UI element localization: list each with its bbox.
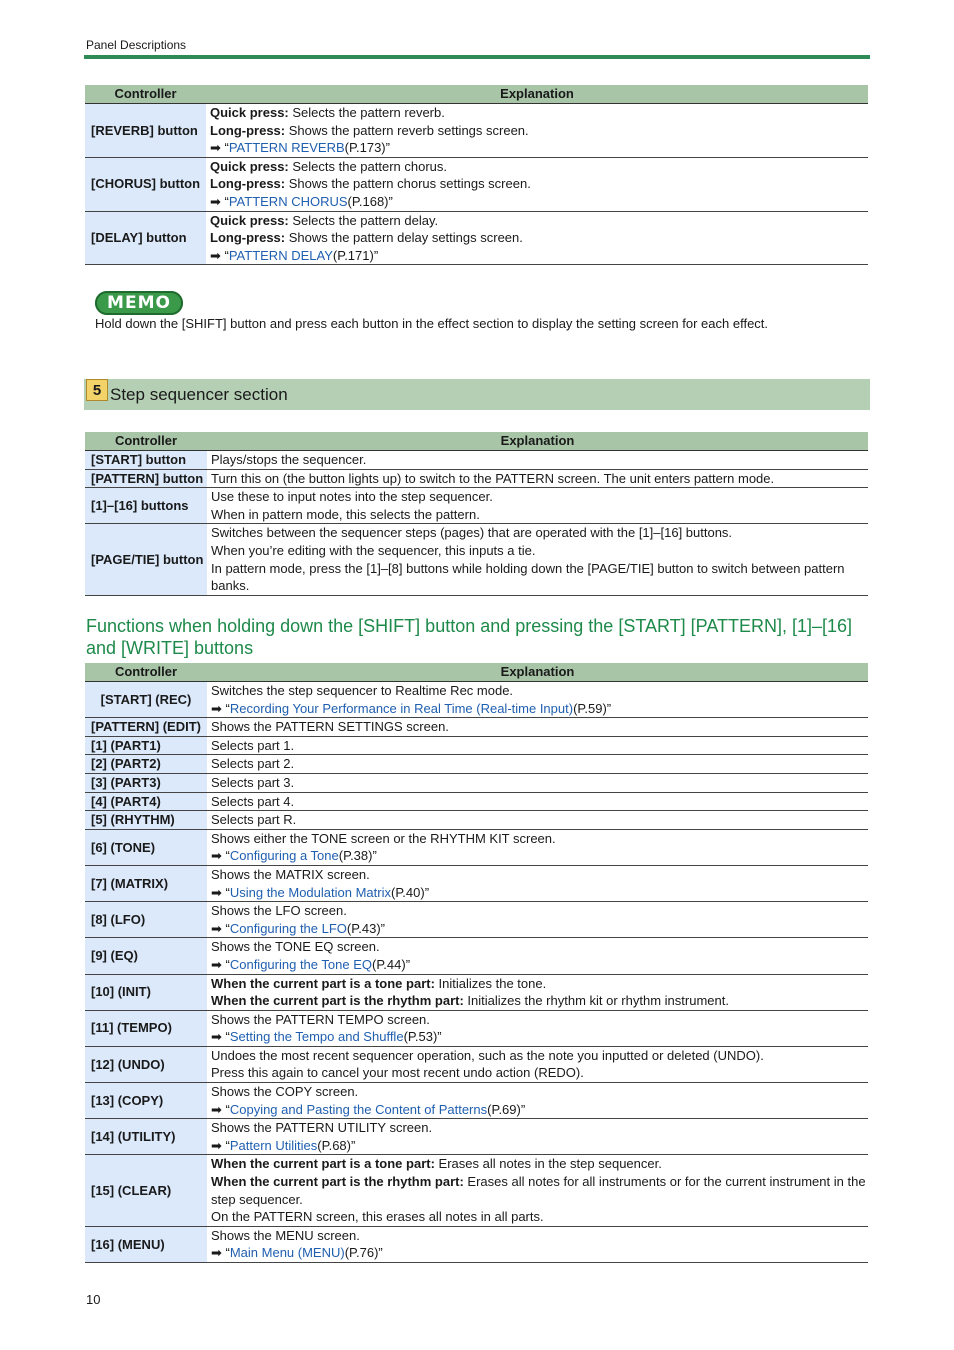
controller-cell: [PATTERN] (EDIT) bbox=[85, 718, 207, 737]
bold-label: Quick press: bbox=[210, 212, 289, 228]
reference-arrow: ➡ “ bbox=[211, 700, 230, 716]
shift-functions-table bbox=[85, 663, 868, 1263]
explanation-cell bbox=[207, 829, 868, 865]
table-row bbox=[85, 718, 868, 737]
reference-link[interactable]: Copying and Pasting the Content of Patterns bbox=[229, 1101, 488, 1117]
reference-link[interactable]: PATTERN DELAY bbox=[228, 247, 333, 263]
line-text: Undoes the most recent sequencer operation, such as the note you inputted or deleted (UNDO). bbox=[211, 1047, 764, 1063]
reference-link[interactable]: Configuring the Tone EQ bbox=[229, 956, 372, 972]
explanation-line bbox=[211, 700, 868, 718]
explanation-line bbox=[211, 1101, 868, 1119]
line-text: Shows the PATTERN UTILITY screen. bbox=[211, 1120, 433, 1136]
line-text: Shows the PATTERN TEMPO screen. bbox=[211, 1011, 430, 1027]
explanation-line bbox=[211, 774, 868, 792]
explanation-line bbox=[211, 451, 868, 469]
memo-text: Hold down the [SHIFT] button and press each button in the effect section to display the setting screen for each effect. bbox=[95, 316, 769, 331]
line-text: Erases all notes for all instruments or for the current instrument in the step sequencer. bbox=[211, 1174, 866, 1207]
table-row bbox=[85, 1119, 868, 1155]
section-number-badge: 5 bbox=[86, 379, 108, 401]
explanation-line bbox=[211, 847, 868, 865]
table-row bbox=[85, 524, 868, 595]
reference-page: (P.44)” bbox=[371, 956, 411, 972]
reference-arrow: ➡ “ bbox=[210, 193, 229, 209]
controller-cell: [1]–[16] buttons bbox=[85, 488, 207, 524]
running-header: Panel Descriptions bbox=[86, 38, 187, 52]
reference-arrow: ➡ “ bbox=[211, 920, 230, 936]
controller-cell: [9] (EQ) bbox=[85, 938, 207, 974]
explanation-line bbox=[211, 830, 868, 848]
table-row bbox=[85, 211, 868, 265]
reference-page: (P.173)” bbox=[344, 140, 390, 156]
table-row bbox=[85, 1226, 868, 1262]
line-text: Selects part 1. bbox=[211, 737, 295, 753]
controller-cell: [11] (TEMPO) bbox=[85, 1010, 207, 1046]
explanation-cell bbox=[207, 524, 868, 595]
line-text: Plays/stops the sequencer. bbox=[211, 452, 367, 467]
explanation-cell bbox=[207, 974, 868, 1010]
reference-page: (P.40)” bbox=[390, 884, 430, 900]
controller-cell: [PATTERN] button bbox=[85, 469, 207, 488]
explanation-cell bbox=[207, 865, 868, 901]
explanation-line bbox=[211, 682, 868, 700]
controller-cell: [15] (CLEAR) bbox=[85, 1155, 207, 1226]
explanation-cell bbox=[207, 736, 868, 755]
explanation-line bbox=[211, 1047, 868, 1065]
explanation-line bbox=[211, 884, 868, 902]
reference-link[interactable]: Recording Your Performance in Real Time (Real-time Input) bbox=[229, 700, 574, 716]
explanation-line bbox=[211, 506, 868, 524]
bold-label: Long-press: bbox=[210, 176, 286, 192]
controller-cell: [7] (MATRIX) bbox=[85, 865, 207, 901]
reference-arrow: ➡ “ bbox=[211, 1029, 230, 1045]
line-text: Selects the pattern delay. bbox=[288, 212, 439, 228]
explanation-line bbox=[211, 1227, 868, 1245]
reference-arrow: ➡ “ bbox=[210, 140, 229, 156]
controller-cell: [2] (PART2) bbox=[85, 755, 207, 774]
reference-page: (P.69)” bbox=[487, 1101, 526, 1117]
reference-link[interactable]: Pattern Utilities bbox=[229, 1137, 318, 1153]
controller-cell: [CHORUS] button bbox=[85, 157, 206, 211]
line-text: Shows the LFO screen. bbox=[211, 903, 347, 919]
line-text: Selects the pattern chorus. bbox=[288, 158, 448, 174]
explanation-line bbox=[211, 718, 868, 736]
explanation-line bbox=[210, 247, 868, 265]
line-text: Selects the pattern reverb. bbox=[288, 105, 445, 120]
explanation-line bbox=[211, 1064, 868, 1082]
table-row bbox=[85, 755, 868, 774]
explanation-line bbox=[211, 1173, 868, 1208]
explanation-cell bbox=[207, 451, 868, 470]
explanation-line bbox=[211, 956, 868, 974]
table-row bbox=[85, 811, 868, 830]
line-text: Initializes the rhythm kit or rhythm instrument. bbox=[463, 993, 729, 1009]
table-row bbox=[85, 1083, 868, 1119]
explanation-cell bbox=[207, 792, 868, 811]
bold-label: Quick press: bbox=[210, 158, 289, 174]
line-text: Erases all notes in the step sequencer. bbox=[434, 1156, 662, 1172]
reference-link[interactable]: Main Menu (MENU) bbox=[229, 1245, 345, 1261]
reference-page: (P.171)” bbox=[332, 247, 379, 263]
line-text: Turn this on (the button lights up) to switch to the PATTERN screen. The unit enters pattern mode. bbox=[211, 470, 775, 486]
reference-page: (P.43)” bbox=[346, 920, 385, 936]
bold-label: When the current part is a tone part: bbox=[211, 1156, 435, 1172]
explanation-line bbox=[210, 122, 868, 140]
controller-cell: [16] (MENU) bbox=[85, 1226, 207, 1262]
reference-arrow: ➡ “ bbox=[211, 1245, 230, 1261]
line-text: Switches the step sequencer to Realtime Rec mode. bbox=[211, 683, 514, 698]
explanation-line bbox=[210, 139, 868, 157]
explanation-line bbox=[211, 1083, 868, 1101]
explanation-cell bbox=[207, 682, 868, 718]
reference-link[interactable]: Using the Modulation Matrix bbox=[229, 884, 391, 900]
explanation-line bbox=[210, 175, 868, 193]
line-text: Shows the MENU screen. bbox=[211, 1227, 360, 1243]
explanation-line bbox=[211, 1028, 868, 1046]
line-text: When you’re editing with the sequencer, this inputs a tie. bbox=[211, 542, 536, 558]
controller-cell: [3] (PART3) bbox=[85, 773, 207, 792]
controller-cell: [13] (COPY) bbox=[85, 1083, 207, 1119]
page-number: 10 bbox=[86, 1292, 101, 1307]
line-text: Use these to input notes into the step sequencer. bbox=[211, 489, 493, 505]
controller-cell: [10] (INIT) bbox=[85, 974, 207, 1010]
table-row bbox=[85, 1010, 868, 1046]
controller-column-header: Controller bbox=[85, 663, 207, 682]
explanation-line bbox=[211, 902, 868, 920]
reference-link[interactable]: PATTERN REVERB bbox=[228, 140, 345, 156]
memo-badge: MEMO bbox=[95, 291, 183, 315]
explanation-cell bbox=[207, 755, 868, 774]
line-text: When in pattern mode, this selects the pattern. bbox=[211, 506, 480, 522]
explanation-line bbox=[211, 975, 868, 993]
line-text: Press this again to cancel your most recent undo action (REDO). bbox=[211, 1065, 584, 1081]
controller-cell: [START] button bbox=[85, 451, 207, 470]
controller-cell: [DELAY] button bbox=[85, 211, 206, 265]
bold-label: When the current part is a tone part: bbox=[211, 975, 435, 991]
controller-cell: [START] (REC) bbox=[85, 682, 207, 718]
explanation-line bbox=[211, 560, 868, 595]
explanation-cell bbox=[206, 157, 868, 211]
explanation-line bbox=[211, 811, 868, 829]
reference-arrow: ➡ “ bbox=[210, 247, 229, 263]
explanation-line bbox=[211, 470, 868, 488]
step-sequencer-table bbox=[85, 432, 868, 596]
controller-cell: [PAGE/TIE] button bbox=[85, 524, 207, 595]
explanation-line bbox=[210, 158, 868, 176]
explanation-cell bbox=[206, 104, 868, 158]
functions-heading: Functions when holding down the [SHIFT] button and pressing the [START] [PATTERN], [1]–[16] and [WRITE] buttons bbox=[86, 616, 853, 658]
explanation-line bbox=[211, 1011, 868, 1029]
reference-link[interactable]: PATTERN CHORUS bbox=[228, 193, 348, 209]
line-text: On the PATTERN screen, this erases all notes in all parts. bbox=[211, 1209, 544, 1225]
section-title: Step sequencer section bbox=[110, 385, 288, 404]
table-row bbox=[85, 488, 868, 524]
controller-cell: [1] (PART1) bbox=[85, 736, 207, 755]
explanation-line bbox=[211, 866, 868, 884]
explanation-cell bbox=[207, 469, 868, 488]
line-text: Selects part 2. bbox=[211, 756, 295, 772]
line-text: Shows the MATRIX screen. bbox=[211, 866, 370, 882]
table-row bbox=[85, 773, 868, 792]
line-text: Shows the PATTERN SETTINGS screen. bbox=[211, 719, 449, 735]
table-row bbox=[85, 938, 868, 974]
reference-arrow: ➡ “ bbox=[211, 848, 230, 864]
bold-label: Quick press: bbox=[210, 105, 289, 120]
line-text: Selects part R. bbox=[211, 812, 297, 828]
explanation-cell bbox=[207, 938, 868, 974]
controller-cell: [5] (RHYTHM) bbox=[85, 811, 207, 830]
reference-page: (P.53)” bbox=[403, 1029, 442, 1045]
controller-cell: [REVERB] button bbox=[85, 104, 206, 158]
explanation-cell bbox=[207, 773, 868, 792]
explanation-line bbox=[211, 992, 868, 1010]
explanation-cell bbox=[207, 1226, 868, 1262]
controller-cell: [8] (LFO) bbox=[85, 902, 207, 938]
table-row bbox=[85, 829, 868, 865]
table-row bbox=[85, 1046, 868, 1082]
explanation-column-header: Explanation bbox=[207, 432, 868, 451]
line-text: Shows the pattern chorus settings screen. bbox=[285, 176, 531, 192]
explanation-line bbox=[210, 104, 868, 122]
table-row bbox=[85, 974, 868, 1010]
bold-label: Long-press: bbox=[210, 122, 286, 138]
line-text: Shows the pattern reverb settings screen. bbox=[285, 122, 529, 138]
explanation-line bbox=[210, 212, 868, 230]
reference-arrow: ➡ “ bbox=[211, 884, 230, 900]
table-row bbox=[85, 865, 868, 901]
line-text: Selects part 3. bbox=[211, 774, 295, 790]
bold-label: When the current part is the rhythm part: bbox=[211, 993, 464, 1009]
reference-page: (P.59)” bbox=[573, 700, 612, 716]
explanation-line bbox=[211, 1244, 868, 1262]
header-rule bbox=[84, 55, 870, 59]
explanation-line bbox=[211, 542, 868, 560]
explanation-line bbox=[211, 755, 868, 773]
reference-page: (P.38)” bbox=[338, 848, 377, 864]
explanation-column-header: Explanation bbox=[206, 85, 868, 104]
reference-arrow: ➡ “ bbox=[211, 1137, 230, 1153]
explanation-line bbox=[211, 793, 868, 811]
reference-link[interactable]: Configuring a Tone bbox=[229, 848, 339, 864]
line-text: Selects part 4. bbox=[211, 793, 295, 809]
explanation-column-header: Explanation bbox=[207, 663, 868, 682]
explanation-cell bbox=[207, 1155, 868, 1226]
reference-arrow: ➡ “ bbox=[211, 1101, 230, 1117]
explanation-line bbox=[211, 1155, 868, 1173]
explanation-line bbox=[210, 193, 868, 211]
table-row bbox=[85, 104, 868, 158]
explanation-line bbox=[211, 737, 868, 755]
line-text: Shows the pattern delay settings screen. bbox=[285, 230, 523, 246]
table-row bbox=[85, 1155, 868, 1226]
explanation-line bbox=[210, 229, 868, 247]
line-text: Shows the TONE EQ screen. bbox=[211, 939, 380, 955]
explanation-cell bbox=[207, 718, 868, 737]
line-text: Shows either the TONE screen or the RHYTHM KIT screen. bbox=[211, 830, 556, 846]
explanation-line bbox=[211, 938, 868, 956]
explanation-cell bbox=[207, 1119, 868, 1155]
controller-cell: [4] (PART4) bbox=[85, 792, 207, 811]
explanation-cell bbox=[207, 1046, 868, 1082]
table-row bbox=[85, 682, 868, 718]
reference-arrow: ➡ “ bbox=[211, 956, 230, 972]
controller-cell: [6] (TONE) bbox=[85, 829, 207, 865]
bold-label: When the current part is the rhythm part: bbox=[211, 1174, 464, 1190]
table-row bbox=[85, 736, 868, 755]
table-row bbox=[85, 792, 868, 811]
table-row bbox=[85, 902, 868, 938]
reference-page: (P.76)” bbox=[344, 1245, 383, 1261]
reference-page: (P.168)” bbox=[347, 193, 393, 209]
controller-column-header: Controller bbox=[85, 85, 206, 104]
effects-table bbox=[85, 85, 868, 265]
reference-link[interactable]: Setting the Tempo and Shuffle bbox=[229, 1029, 404, 1045]
line-text: Shows the COPY screen. bbox=[211, 1084, 359, 1100]
controller-column-header: Controller bbox=[85, 432, 207, 451]
reference-link[interactable]: Configuring the LFO bbox=[229, 920, 347, 936]
explanation-line bbox=[211, 920, 868, 938]
line-text: In pattern mode, press the [1]–[8] buttons while holding down the [PAGE/TIE] button to switch between pattern banks. bbox=[211, 560, 845, 594]
table-row bbox=[85, 157, 868, 211]
explanation-line bbox=[211, 1137, 868, 1155]
explanation-cell bbox=[207, 1010, 868, 1046]
explanation-cell bbox=[207, 811, 868, 830]
reference-page: (P.68)” bbox=[317, 1137, 356, 1153]
explanation-cell bbox=[206, 211, 868, 265]
line-text: Initializes the tone. bbox=[434, 975, 547, 991]
explanation-line bbox=[211, 524, 868, 542]
line-text: Switches between the sequencer steps (pages) that are operated with the [1]–[16] buttons. bbox=[211, 525, 733, 541]
explanation-cell bbox=[207, 902, 868, 938]
bold-label: Long-press: bbox=[210, 230, 286, 246]
explanation-line bbox=[211, 1208, 868, 1226]
explanation-line bbox=[211, 488, 868, 506]
controller-cell: [12] (UNDO) bbox=[85, 1046, 207, 1082]
controller-cell: [14] (UTILITY) bbox=[85, 1119, 207, 1155]
table-row bbox=[85, 451, 868, 470]
explanation-line bbox=[211, 1119, 868, 1137]
table-row bbox=[85, 469, 868, 488]
explanation-cell bbox=[207, 488, 868, 524]
explanation-cell bbox=[207, 1083, 868, 1119]
